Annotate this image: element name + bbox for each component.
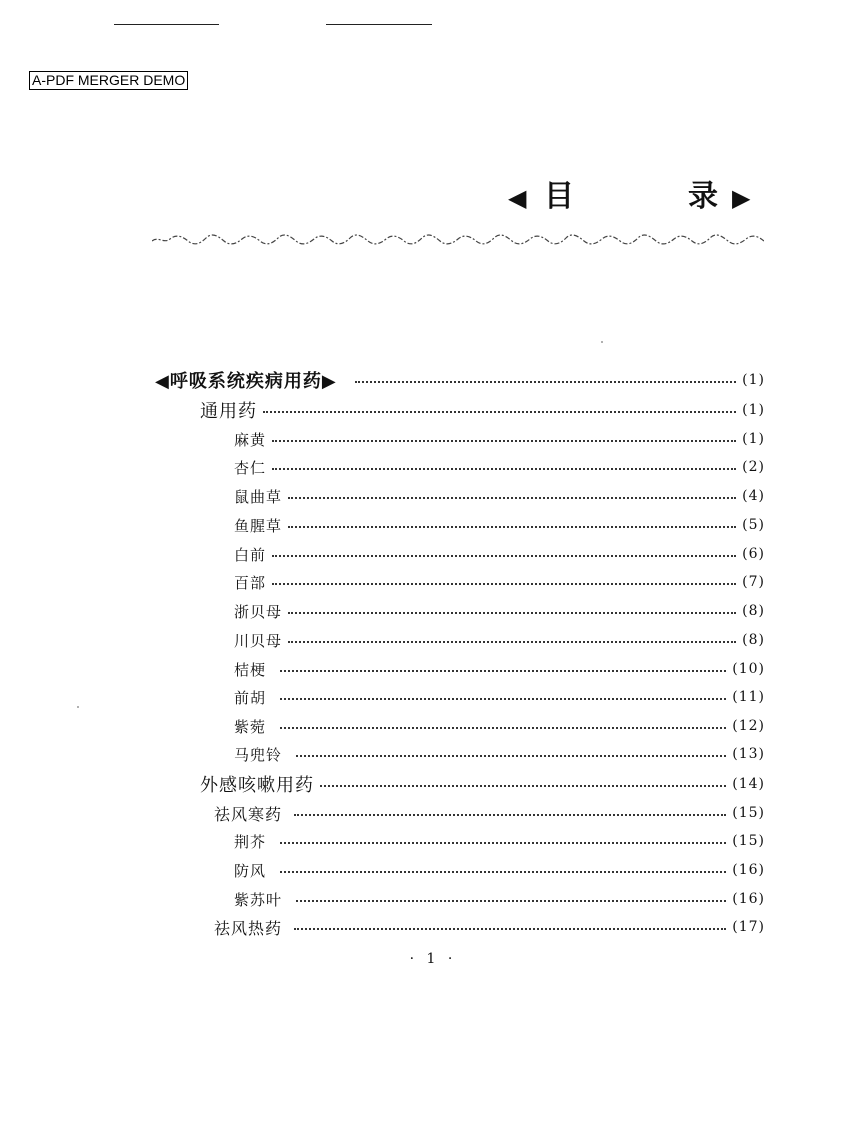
toc-entry-page: (7) <box>742 574 765 590</box>
toc-entry-page: (1) <box>742 402 765 418</box>
toc-entry-page: (17) <box>732 919 765 935</box>
toc-entry <box>0 713 866 739</box>
toc-entry-page: (1) <box>742 431 765 447</box>
toc-entry <box>0 886 866 912</box>
toc-entry <box>0 541 866 567</box>
toc-entry-page: (16) <box>732 862 765 878</box>
toc-leader <box>288 526 736 528</box>
toc-entry <box>0 569 866 595</box>
toc-entry-page: (1) <box>742 372 765 388</box>
toc-entry-title: 紫菀 <box>234 717 267 736</box>
toc-leader <box>272 440 736 442</box>
toc-leader <box>294 814 726 816</box>
toc-entry-title: 荆芥 <box>234 832 267 851</box>
toc-entry <box>0 512 866 538</box>
toc-leader <box>272 555 736 557</box>
toc-entry-title: 前胡 <box>234 688 267 707</box>
toc-entry-title: 通用药 <box>200 401 257 422</box>
toc-leader <box>320 785 726 787</box>
toc-entry-title: 外感咳嗽用药 <box>200 775 314 796</box>
toc-entry <box>0 771 866 797</box>
toc-entry-title: 麻黄 <box>234 430 267 449</box>
toc-leader <box>355 381 736 383</box>
toc-entry-page: (6) <box>742 546 765 562</box>
toc-entry-title: 紫苏叶 <box>234 890 283 909</box>
toc-entry-title: 防风 <box>234 861 267 880</box>
toc-entry-title: 川贝母 <box>234 631 283 650</box>
toc-entry-page: (13) <box>732 746 765 762</box>
toc-entry <box>0 800 866 826</box>
toc-entry-title: 桔梗 <box>234 660 267 679</box>
toc-entry-title: 鼠曲草 <box>234 487 283 506</box>
toc-entry <box>0 656 866 682</box>
page-number: · 1 · <box>409 951 457 967</box>
toc-entry-title: 祛风热药 <box>214 918 283 938</box>
toc-entry-page: (11) <box>732 689 765 705</box>
toc-entry <box>0 741 866 767</box>
toc-leader <box>288 641 736 643</box>
toc-entry <box>0 914 866 940</box>
toc-entry-page: (15) <box>732 833 765 849</box>
top-rule-left <box>114 24 219 25</box>
toc-entry-page: (8) <box>742 632 765 648</box>
heading-char-1: 目 <box>544 179 574 214</box>
toc-leader <box>296 900 726 902</box>
toc-entry-page: (5) <box>742 517 765 533</box>
toc-entry-title: 百部 <box>234 573 267 592</box>
toc-leader <box>294 928 726 930</box>
toc-entry-title: 杏仁 <box>234 458 267 477</box>
toc-entry-page: (14) <box>732 776 765 792</box>
toc-entry-page: (12) <box>732 718 765 734</box>
toc-entry-title: 马兜铃 <box>234 745 283 764</box>
toc-entry-page: (10) <box>732 661 765 677</box>
toc-entry-title: 祛风寒药 <box>214 804 283 824</box>
toc-leader <box>272 468 736 470</box>
toc-entry <box>0 454 866 480</box>
left-triangle-icon: ◀ <box>508 184 527 212</box>
heading-char-2: 录 <box>688 179 718 214</box>
toc-leader <box>296 755 726 757</box>
toc-leader <box>280 670 726 672</box>
toc-entry <box>0 684 866 710</box>
watermark-label: A-PDF MERGER DEMO <box>29 71 188 90</box>
toc-entry <box>0 426 866 452</box>
toc-leader <box>280 842 726 844</box>
toc-entry-title: ◀呼吸系统疾病用药▶ <box>155 371 337 392</box>
toc-entry-page: (8) <box>742 603 765 619</box>
toc-leader <box>280 727 726 729</box>
toc-leader <box>280 698 726 700</box>
toc-entry <box>0 367 866 393</box>
toc-entry-page: (2) <box>742 459 765 475</box>
toc-entry <box>0 598 866 624</box>
toc-entry-title: 鱼腥草 <box>234 516 283 535</box>
toc-entry <box>0 397 866 423</box>
toc-entry <box>0 483 866 509</box>
toc-entry <box>0 857 866 883</box>
toc-entry <box>0 828 866 854</box>
toc-entry <box>0 627 866 653</box>
toc-entry-title: 浙贝母 <box>234 602 283 621</box>
toc-leader <box>280 871 726 873</box>
scan-speck <box>601 341 603 343</box>
top-rule-right <box>326 24 432 25</box>
toc-entry-title: 白前 <box>234 545 267 564</box>
page-heading <box>508 178 764 218</box>
toc-leader <box>272 583 736 585</box>
right-triangle-icon: ▶ <box>732 184 751 212</box>
toc-entry-page: (16) <box>732 891 765 907</box>
toc-entry-page: (4) <box>742 488 765 504</box>
toc-leader <box>288 497 736 499</box>
toc-leader <box>263 411 736 413</box>
toc-leader <box>288 612 736 614</box>
decorative-divider <box>152 233 764 245</box>
toc-entry-page: (15) <box>732 805 765 821</box>
